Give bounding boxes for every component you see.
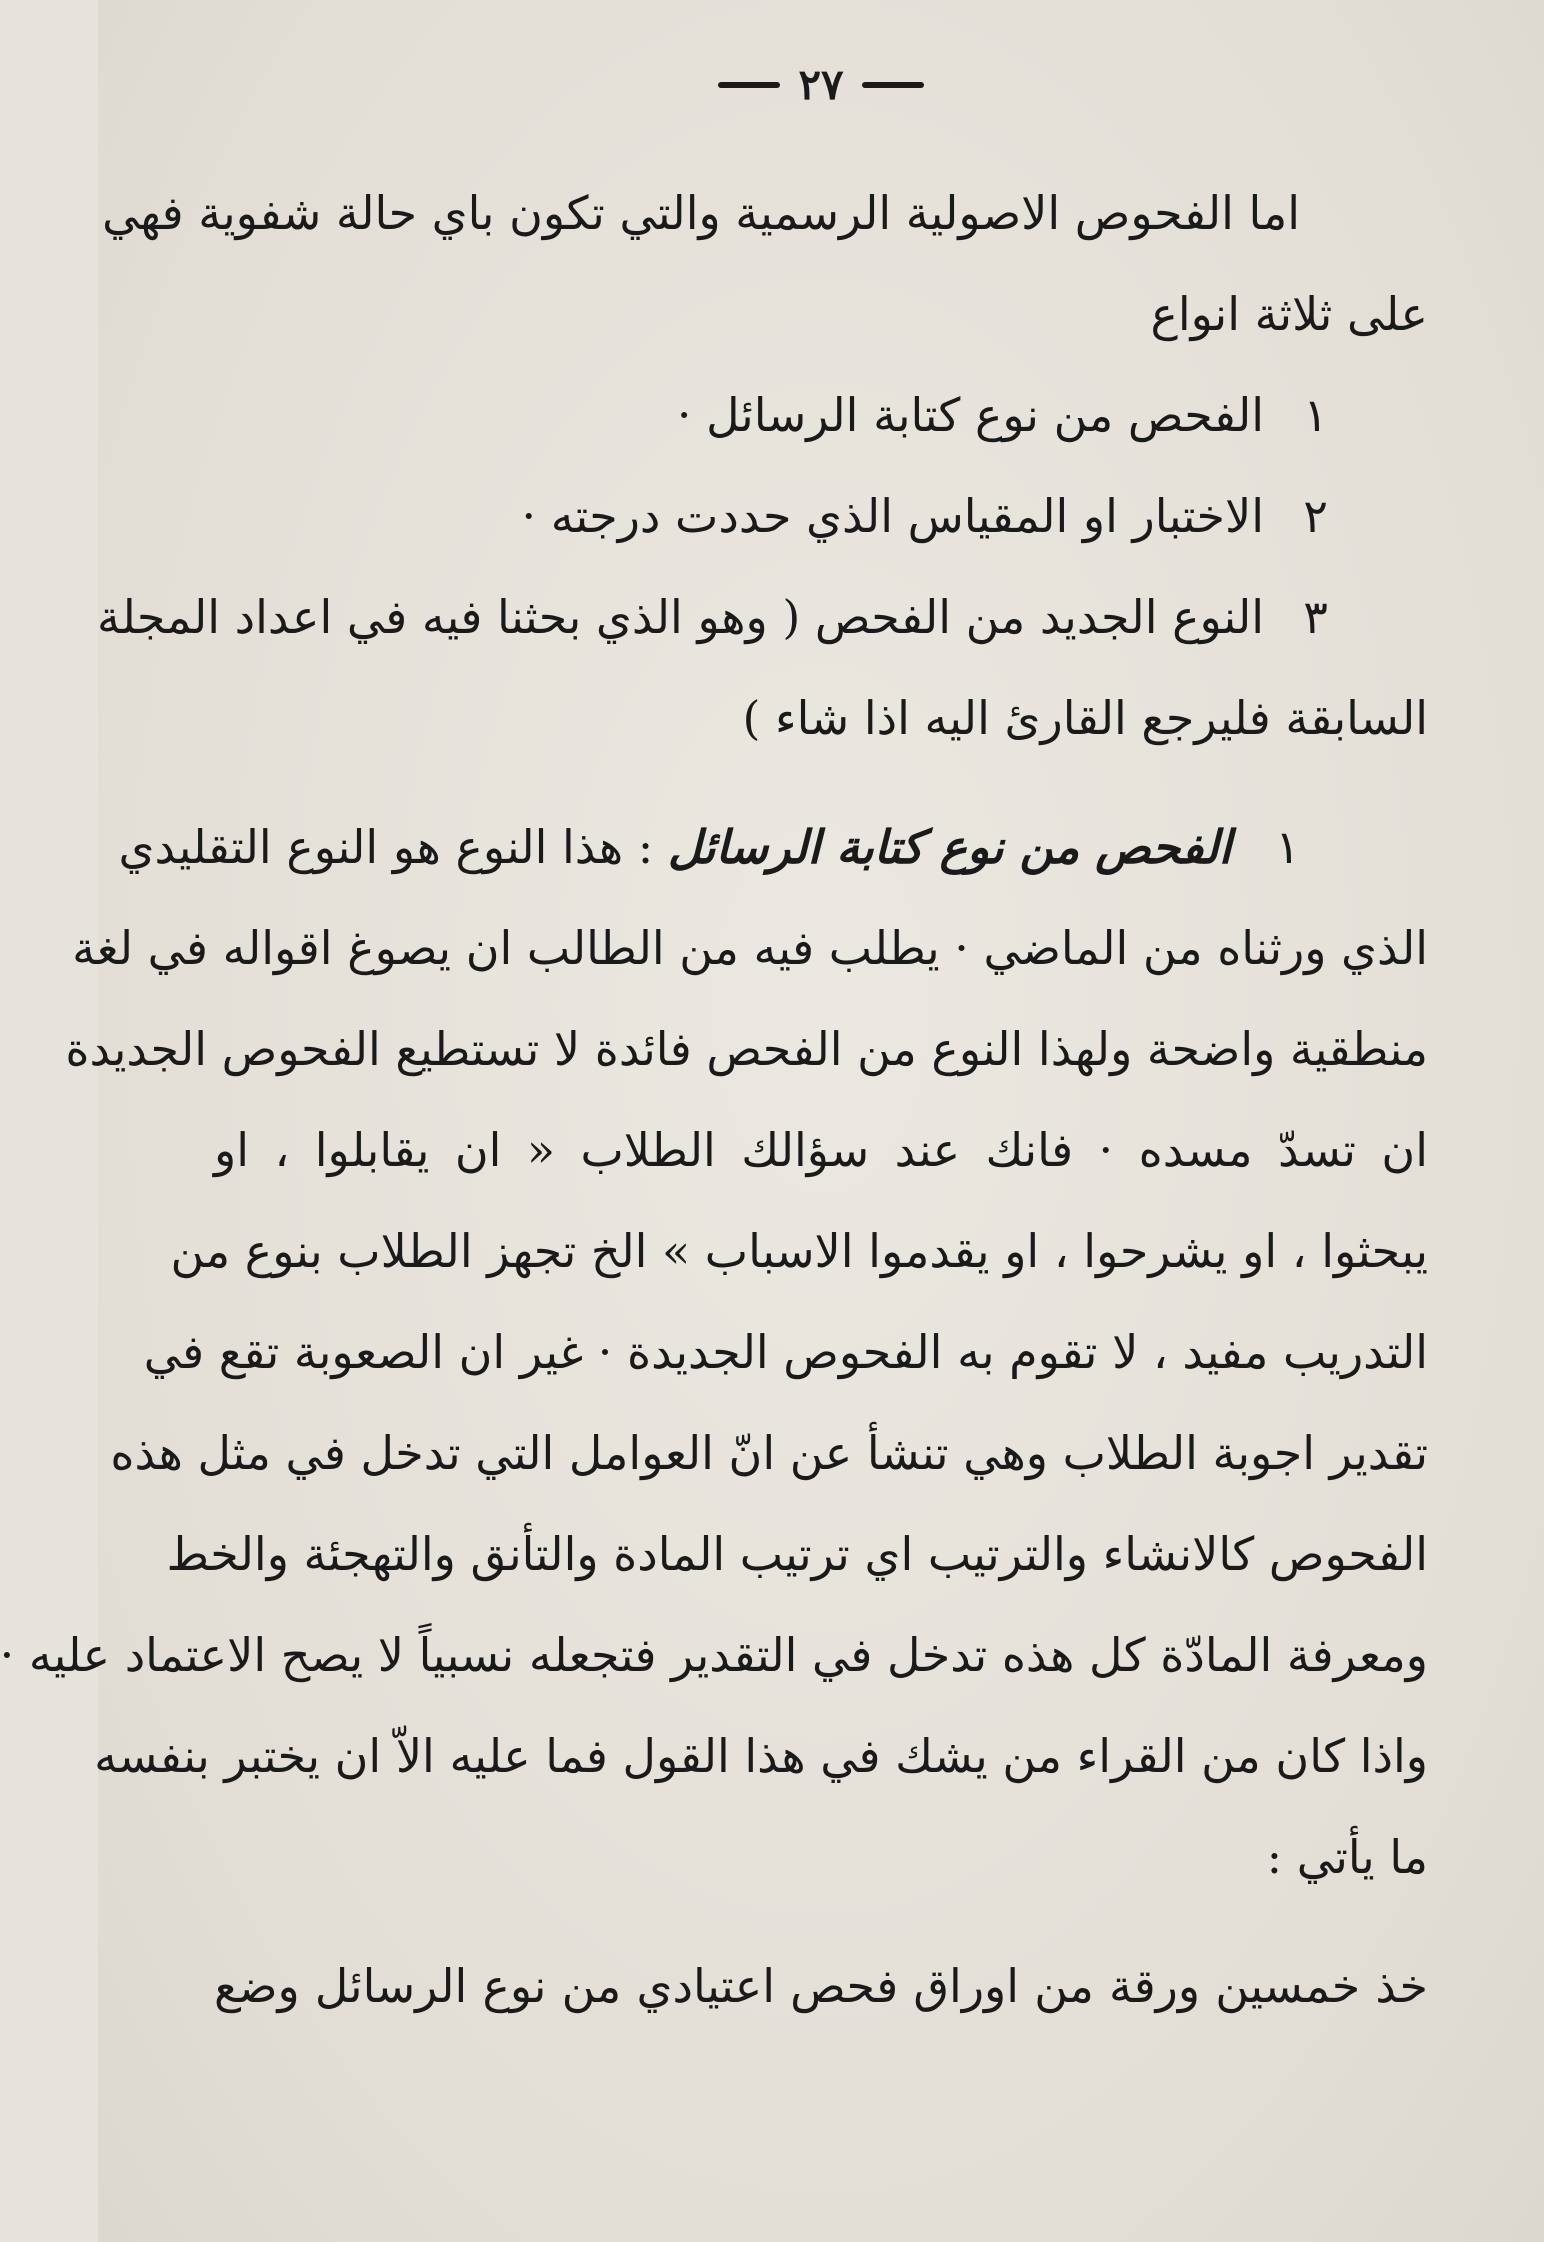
list-item-number: ٣ xyxy=(1303,590,1328,644)
section-line: ومعرفة المادّة كل هذه تدخل في التقدير فتجعله نسبياً لا يصح الاعتماد عليه · xyxy=(0,1628,1428,1682)
paragraph-line: على ثلاثة انواع xyxy=(1150,287,1428,341)
list-item-text: النوع الجديد من الفحص ( وهو الذي بحثنا فيه في اعداد المجلة xyxy=(97,590,1264,644)
section-line: الفحوص كالانشاء والترتيب اي ترتيب المادة والتأنق والتهجئة والخط xyxy=(166,1527,1428,1581)
section-heading-line xyxy=(118,820,1428,925)
page-number-dash-right xyxy=(862,82,924,88)
list-item-number: ٢ xyxy=(1303,489,1328,543)
section-line: الذي ورثناه من الماضي · يطلب فيه من الطالب ان يصوغ اقواله في لغة xyxy=(72,921,1428,975)
list-item-number: ١ xyxy=(1303,388,1328,442)
page-number-dash-left xyxy=(718,82,780,88)
list-item-text: الفحص من نوع كتابة الرسائل · xyxy=(676,388,1264,442)
section-line: منطقية واضحة ولهذا النوع من الفحص فائدة لا تستطيع الفحوص الجديدة xyxy=(65,1022,1428,1076)
section-line: تقدير اجوبة الطلاب وهي تنشأ عن انّ العوامل التي تدخل في مثل هذه xyxy=(110,1426,1428,1480)
list-item xyxy=(214,388,1428,493)
page-number-value: ٢٧ xyxy=(798,60,844,109)
section-heading-rest: : هذا النوع هو النوع التقليدي xyxy=(118,820,668,874)
list-item-text: الاختبار او المقياس الذي حددت درجته · xyxy=(521,489,1264,543)
list-item xyxy=(97,590,1428,695)
final-line: خذ خمسين ورقة من اوراق فحص اعتيادي من نوع الرسائل وضع xyxy=(214,1959,1428,2013)
page-number xyxy=(214,60,1428,110)
paragraph-line: اما الفحوص الاصولية الرسمية والتي تكون باي حالة شفوية فهي xyxy=(102,186,1300,240)
section-line: واذا كان من القراء من يشك في هذا القول فما عليه الاّ ان يختبر بنفسه xyxy=(94,1729,1428,1783)
section-last-line: ما يأتي : xyxy=(1266,1830,1428,1884)
section-line: يبحثوا ، او يشرحوا ، او يقدموا الاسباب » الخ تجهز الطلاب بنوع من xyxy=(170,1224,1428,1278)
list-item xyxy=(214,489,1428,594)
list-item-continuation: السابقة فليرجع القارئ اليه اذا شاء ) xyxy=(742,691,1428,745)
section-number: ١ xyxy=(1275,820,1300,874)
section-line: التدريب مفيد ، لا تقوم به الفحوص الجديدة · غير ان الصعوبة تقع في xyxy=(143,1325,1428,1379)
section-heading: الفحص من نوع كتابة الرسائل xyxy=(667,820,1232,874)
section-line: ان تسدّ مسده · فانك عند سؤالك الطلاب « ان يقابلوا ، او xyxy=(214,1123,1428,1177)
